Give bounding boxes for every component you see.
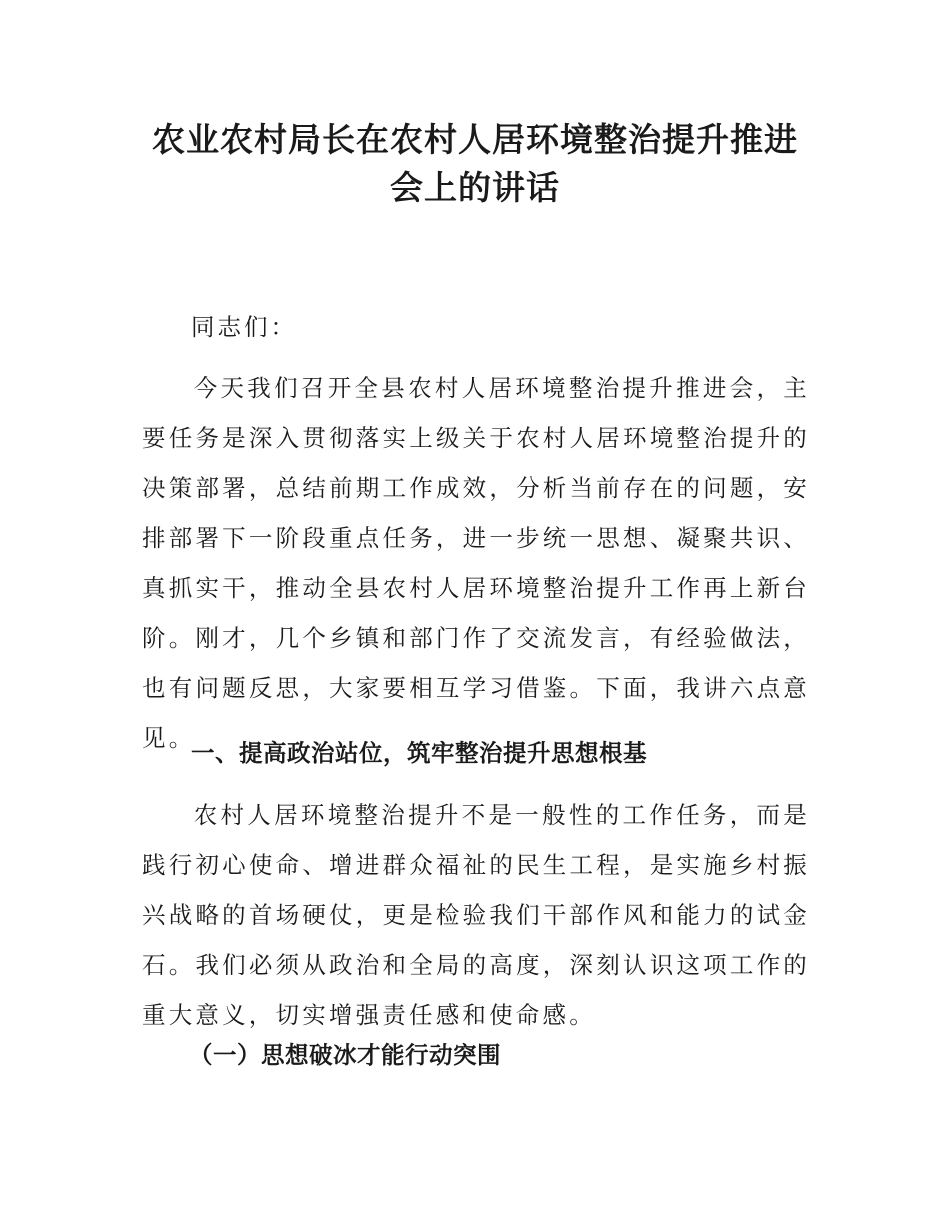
section-heading-1: 一、提高政治站位，筑牢整治提升思想根基 [191,739,647,767]
title-line-2: 会上的讲话 [390,168,560,207]
subsection-heading-1: （一）思想破冰才能行动突围 [189,1041,501,1069]
intro-paragraph: 今天我们召开全县农村人居环境整治提升推进会，主要任务是深入贯彻落实上级关于农村人居环境整治提升的决策部署，总结前期工作成效，分析当前存在的问题，安排部署下一阶段重点任务，进一步统一思想、凝聚共识、真抓实干，推动全县农村人居环境整治提升工作再上新台阶。刚才，几个乡镇和部门作了交流发言，有经验做法，也有问题反思，大家要相互学习借鉴。下面，我讲六点意见。 [142,374,810,752]
document-title [100,116,850,212]
salutation: 同志们： [191,313,297,341]
title-line-1: 农业农村局长在农村人居环境整治提升推进 [152,120,798,159]
section-1-paragraph: 农村人居环境整治提升不是一般性的工作任务，而是践行初心使命、增进群众福祉的民生工程，是实施乡村振兴战略的首场硬仗，更是检验我们干部作风和能力的试金石。我们必须从政治和全局的高度，深刻认识这项工作的重大意义，切实增强责任感和使命感。 [142,801,810,1029]
